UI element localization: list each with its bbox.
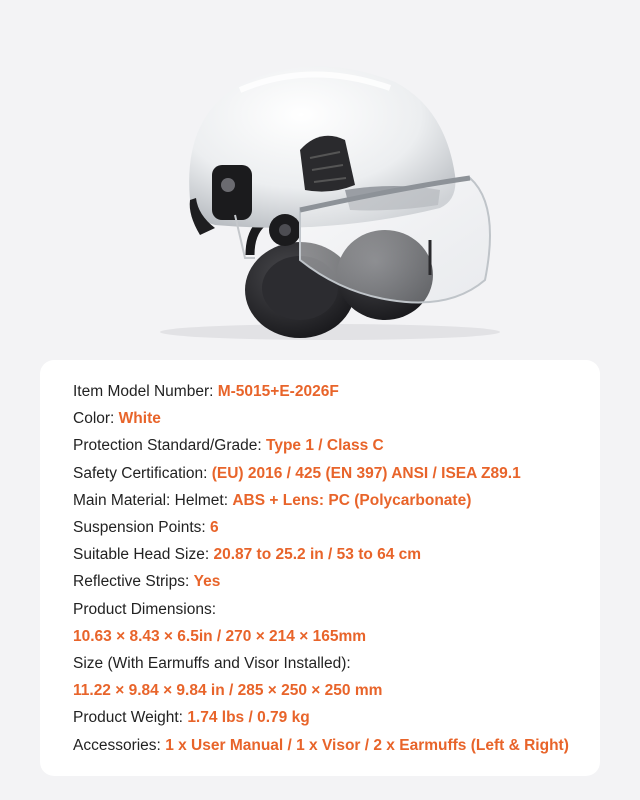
spec-color	[73, 405, 600, 432]
spec-material-value: ABS + Lens: PC (Polycarbonate)	[232, 491, 472, 509]
spec-head-size-value: 20.87 to 25.2 in / 53 to 64 cm	[213, 546, 422, 564]
spec-certification	[73, 460, 600, 487]
spec-suspension-value: 6	[210, 519, 219, 537]
spec-accessories-label: Accessories:	[73, 736, 161, 754]
spec-accessories-value: 1 x User Manual / 1 x Visor / 2 x Earmuffs (Left & Right)	[165, 736, 569, 754]
spec-weight-value: 1.74 lbs / 0.79 kg	[187, 709, 310, 727]
helmet-icon	[0, 0, 640, 360]
spec-certification-label: Safety Certification:	[73, 464, 208, 482]
spec-model	[73, 378, 600, 405]
spec-standard-value: Type 1 / Class C	[266, 437, 384, 455]
spec-suspension-label: Suspension Points:	[73, 519, 206, 537]
spec-material	[73, 487, 600, 514]
spec-reflective-label: Reflective Strips:	[73, 573, 190, 591]
spec-dimensions-value: 10.63 × 8.43 × 6.5in / 270 × 214 × 165mm	[73, 627, 367, 645]
spec-weight	[73, 704, 600, 731]
spec-model-value: M-5015+E-2026F	[217, 383, 339, 400]
specs-card	[40, 360, 600, 776]
spec-size-installed-label: Size (With Earmuffs and Visor Installed):	[73, 655, 351, 673]
product-image	[0, 0, 640, 360]
spec-accessories	[73, 732, 600, 759]
spec-material-label: Main Material: Helmet:	[73, 491, 229, 509]
spec-dimensions-label: Product Dimensions:	[73, 600, 217, 618]
spec-standard	[73, 432, 600, 459]
spec-standard-label: Protection Standard/Grade:	[73, 437, 262, 455]
spec-color-value: White	[118, 410, 161, 428]
spec-model-label: Item Model Number:	[73, 383, 214, 400]
spec-color-label: Color:	[73, 410, 115, 428]
spec-weight-label: Product Weight:	[73, 709, 183, 727]
spec-suspension	[73, 514, 600, 541]
spec-head-size	[73, 541, 600, 568]
spec-certification-value: (EU) 2016 / 425 (EN 397) ANSI / ISEA Z89.1	[211, 464, 521, 482]
spec-reflective	[73, 568, 600, 595]
spec-head-size-label: Suitable Head Size:	[73, 546, 210, 564]
spec-size-installed-value: 11.22 × 9.84 × 9.84 in / 285 × 250 × 250 mm	[73, 682, 383, 700]
spec-reflective-value: Yes	[193, 573, 221, 591]
